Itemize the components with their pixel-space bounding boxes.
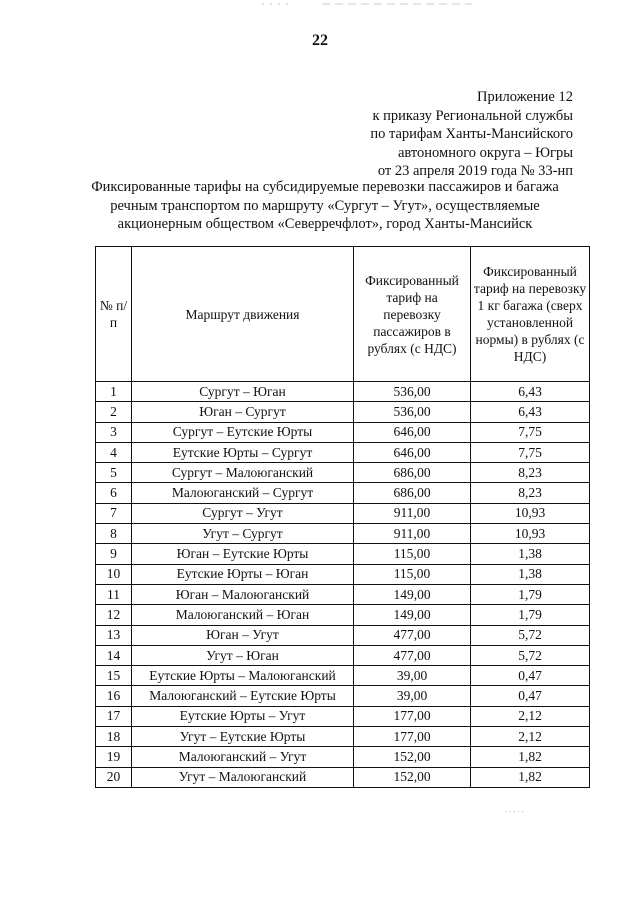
route-cell: Еутские Юрты – Сургут xyxy=(132,442,354,462)
passenger-tariff-cell: 149,00 xyxy=(354,605,471,625)
appendix-line: по тарифам Ханты-Мансийского xyxy=(370,126,573,142)
baggage-tariff-cell: 2,12 xyxy=(471,706,590,726)
scan-mark: · · · · · xyxy=(505,808,524,816)
row-number: 15 xyxy=(96,666,132,686)
baggage-tariff-cell: 7,75 xyxy=(471,422,590,442)
baggage-tariff-cell: 8,23 xyxy=(471,483,590,503)
row-number: 8 xyxy=(96,524,132,544)
baggage-tariff-cell: 6,43 xyxy=(471,382,590,402)
passenger-tariff-cell: 177,00 xyxy=(354,706,471,726)
baggage-tariff-cell: 6,43 xyxy=(471,402,590,422)
table-row xyxy=(96,503,590,523)
passenger-tariff-cell: 152,00 xyxy=(354,747,471,767)
route-cell: Сургут – Юган xyxy=(132,382,354,402)
row-number: 14 xyxy=(96,645,132,665)
row-number: 9 xyxy=(96,544,132,564)
route-cell: Угут – Юган xyxy=(132,645,354,665)
route-cell: Сургут – Угут xyxy=(132,503,354,523)
passenger-tariff-cell: 177,00 xyxy=(354,727,471,747)
passenger-tariff-cell: 536,00 xyxy=(354,382,471,402)
passenger-tariff-cell: 477,00 xyxy=(354,625,471,645)
table-row xyxy=(96,544,590,564)
row-number: 16 xyxy=(96,686,132,706)
header-route: Маршрут движения xyxy=(132,247,354,382)
row-number: 11 xyxy=(96,584,132,604)
table-row xyxy=(96,422,590,442)
table-row xyxy=(96,483,590,503)
route-cell: Малоюганский – Угут xyxy=(132,747,354,767)
appendix-line: автономного округа – Югры xyxy=(397,144,573,161)
table-row xyxy=(96,605,590,625)
passenger-tariff-cell: 686,00 xyxy=(354,483,471,503)
route-cell: Угут – Сургут xyxy=(132,524,354,544)
header-passenger-tariff: Фиксированный тариф на перевозку пассажиров в рублях (с НДС) xyxy=(354,247,471,382)
table-row xyxy=(96,767,590,787)
baggage-tariff-cell: 5,72 xyxy=(471,625,590,645)
passenger-tariff-cell: 646,00 xyxy=(354,422,471,442)
passenger-tariff-cell: 115,00 xyxy=(354,544,471,564)
appendix-line: Приложение 12 xyxy=(477,89,573,105)
row-number: 3 xyxy=(96,422,132,442)
baggage-tariff-cell: 1,79 xyxy=(471,605,590,625)
passenger-tariff-cell: 39,00 xyxy=(354,666,471,686)
route-cell: Угут – Малоюганский xyxy=(132,767,354,787)
baggage-tariff-cell: 0,47 xyxy=(471,666,590,686)
table-row xyxy=(96,686,590,706)
table-body xyxy=(96,382,590,788)
appendix-line: к приказу Региональной службы xyxy=(372,107,573,124)
baggage-tariff-cell: 1,79 xyxy=(471,584,590,604)
baggage-tariff-cell: 10,93 xyxy=(471,524,590,544)
route-cell: Юган – Угут xyxy=(132,625,354,645)
route-cell: Еутские Юрты – Угут xyxy=(132,706,354,726)
appendix-block xyxy=(370,88,573,181)
row-number: 6 xyxy=(96,483,132,503)
row-number: 2 xyxy=(96,402,132,422)
row-number: 10 xyxy=(96,564,132,584)
passenger-tariff-cell: 149,00 xyxy=(354,584,471,604)
row-number: 17 xyxy=(96,706,132,726)
baggage-tariff-cell: 2,12 xyxy=(471,727,590,747)
passenger-tariff-cell: 536,00 xyxy=(354,402,471,422)
baggage-tariff-cell: 0,47 xyxy=(471,686,590,706)
table-row xyxy=(96,382,590,402)
route-cell: Сургут – Малоюганский xyxy=(132,463,354,483)
baggage-tariff-cell: 8,23 xyxy=(471,463,590,483)
route-cell: Сургут – Еутские Юрты xyxy=(132,422,354,442)
route-cell: Еутские Юрты – Юган xyxy=(132,564,354,584)
row-number: 19 xyxy=(96,747,132,767)
route-cell: Малоюганский – Еутские Юрты xyxy=(132,686,354,706)
tariff-table xyxy=(95,246,590,788)
table-row xyxy=(96,524,590,544)
passenger-tariff-cell: 152,00 xyxy=(354,767,471,787)
table-row xyxy=(96,584,590,604)
route-cell: Юган – Сургут xyxy=(132,402,354,422)
header-baggage-tariff: Фиксированный тариф на перевозку 1 кг багажа (сверх установленной нормы) в рублях (с НДС) xyxy=(471,247,590,382)
title-line: Фиксированные тарифы на субсидируемые перевозки пассажиров и багажа xyxy=(91,179,559,195)
baggage-tariff-cell: 7,75 xyxy=(471,442,590,462)
table-row xyxy=(96,402,590,422)
baggage-tariff-cell: 1,38 xyxy=(471,564,590,584)
table-row xyxy=(96,442,590,462)
row-number: 7 xyxy=(96,503,132,523)
title-line: речным транспортом по маршруту «Сургут – Угут», осуществляемые xyxy=(110,197,540,214)
table-header-row xyxy=(96,247,590,382)
table-row xyxy=(96,706,590,726)
header-num: № п/п xyxy=(96,247,132,382)
route-cell: Малоюганский – Юган xyxy=(132,605,354,625)
route-cell: Малоюганский – Сургут xyxy=(132,483,354,503)
scan-artifact xyxy=(262,2,472,6)
row-number: 5 xyxy=(96,463,132,483)
row-number: 12 xyxy=(96,605,132,625)
title-line: акционерным обществом «Северречфлот», город Ханты-Мансийск xyxy=(117,216,533,232)
passenger-tariff-cell: 911,00 xyxy=(354,524,471,544)
passenger-tariff-cell: 477,00 xyxy=(354,645,471,665)
row-number: 18 xyxy=(96,727,132,747)
row-number: 4 xyxy=(96,442,132,462)
table-row xyxy=(96,727,590,747)
passenger-tariff-cell: 115,00 xyxy=(354,564,471,584)
route-cell: Юган – Малоюганский xyxy=(132,584,354,604)
table-row xyxy=(96,564,590,584)
route-cell: Угут – Еутские Юрты xyxy=(132,727,354,747)
table-row xyxy=(96,747,590,767)
baggage-tariff-cell: 5,72 xyxy=(471,645,590,665)
table-row xyxy=(96,625,590,645)
route-cell: Еутские Юрты – Малоюганский xyxy=(132,666,354,686)
passenger-tariff-cell: 686,00 xyxy=(354,463,471,483)
baggage-tariff-cell: 1,38 xyxy=(471,544,590,564)
row-number: 13 xyxy=(96,625,132,645)
table-row xyxy=(96,463,590,483)
baggage-tariff-cell: 1,82 xyxy=(471,747,590,767)
row-number: 20 xyxy=(96,767,132,787)
page-number: 22 xyxy=(312,32,328,49)
passenger-tariff-cell: 646,00 xyxy=(354,442,471,462)
row-number: 1 xyxy=(96,382,132,402)
baggage-tariff-cell: 1,82 xyxy=(471,767,590,787)
table-row xyxy=(96,666,590,686)
passenger-tariff-cell: 39,00 xyxy=(354,686,471,706)
appendix-line: от 23 апреля 2019 года № 33-нп xyxy=(377,163,573,179)
table-row xyxy=(96,645,590,665)
passenger-tariff-cell: 911,00 xyxy=(354,503,471,523)
route-cell: Юган – Еутские Юрты xyxy=(132,544,354,564)
baggage-tariff-cell: 10,93 xyxy=(471,503,590,523)
document-title xyxy=(60,178,590,234)
